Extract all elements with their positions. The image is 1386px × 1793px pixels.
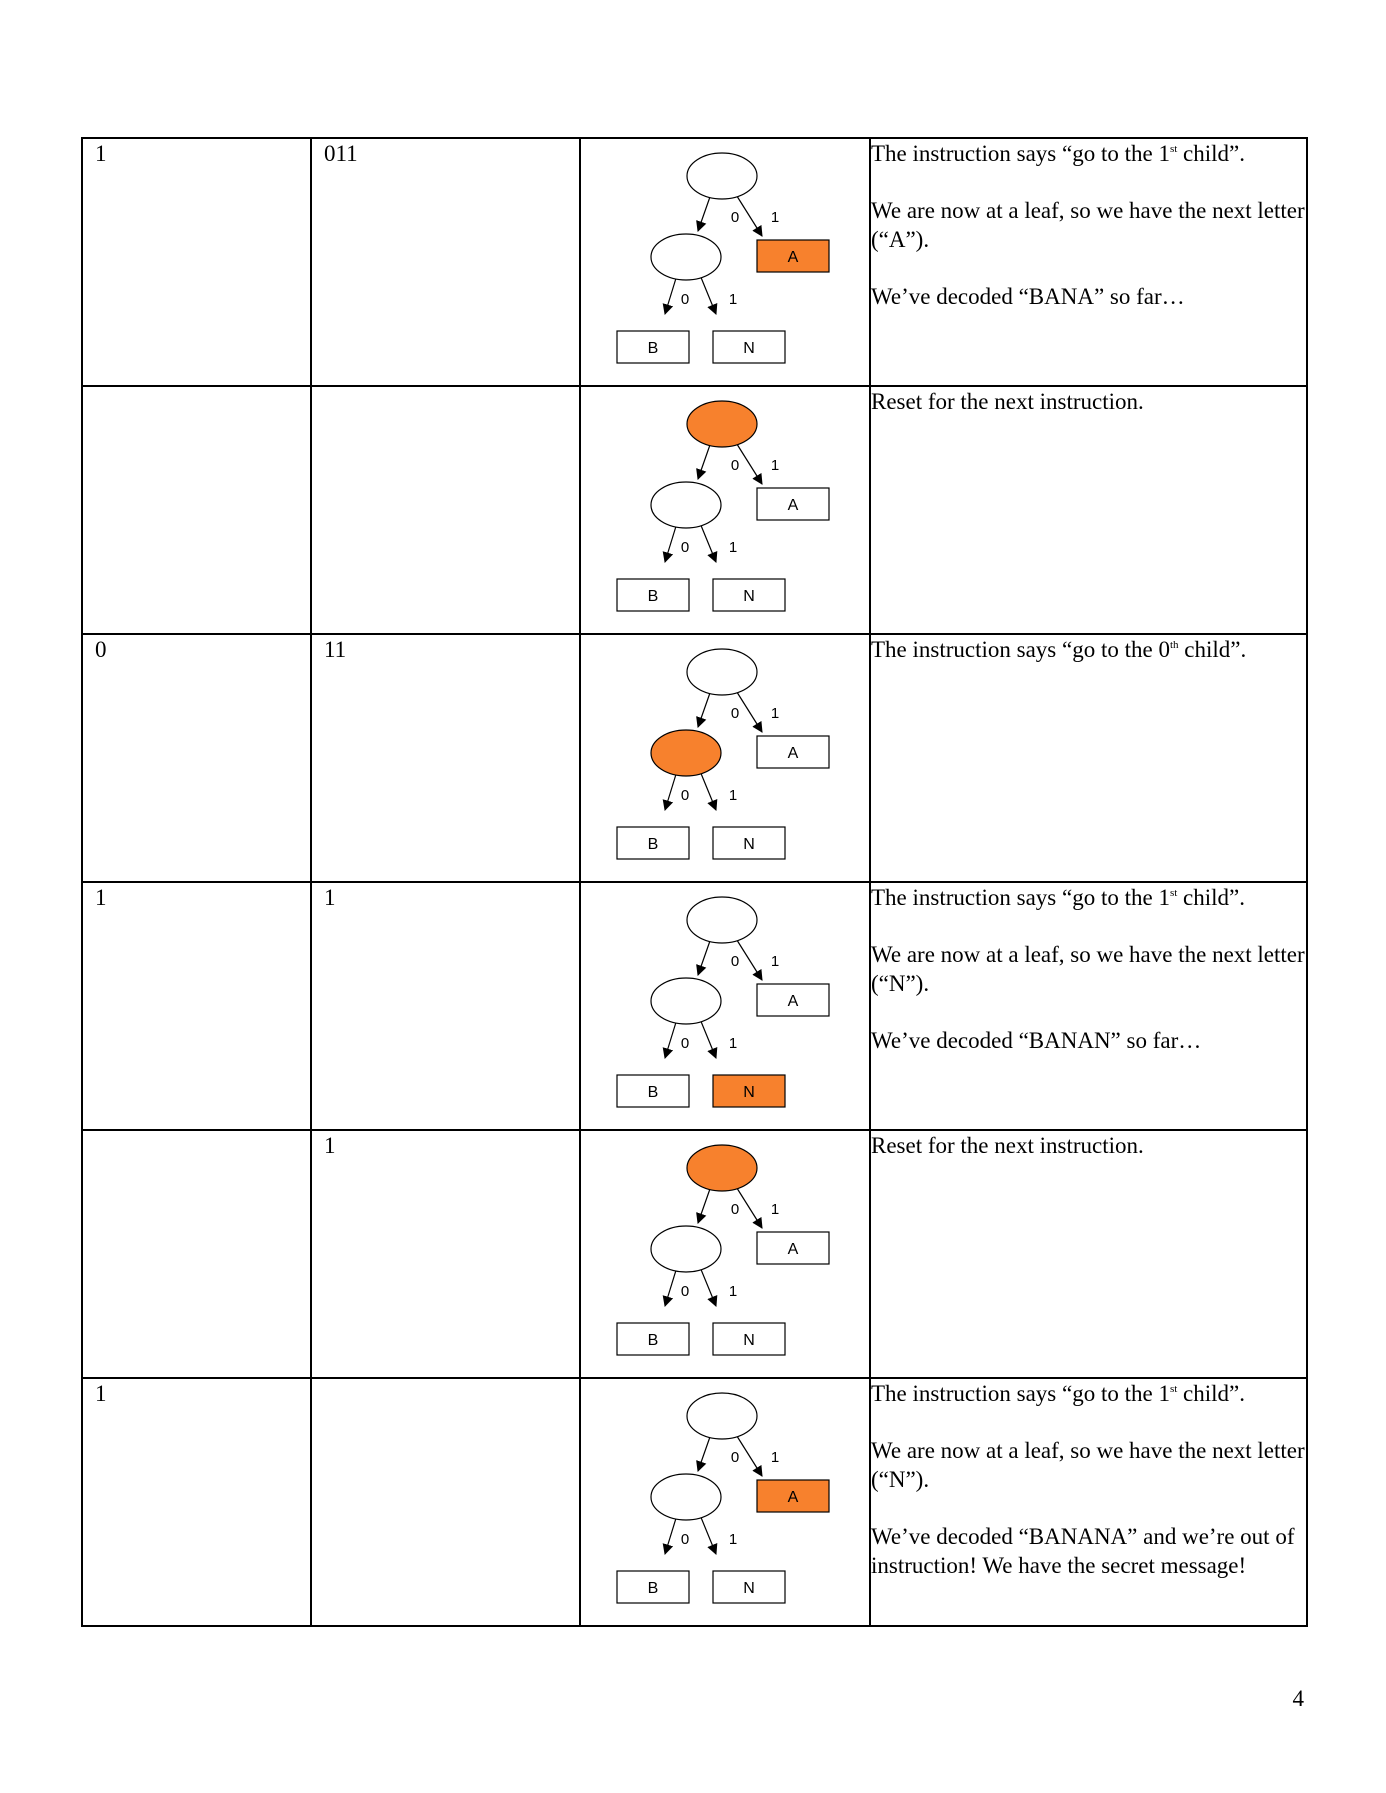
tree-cell — [580, 386, 870, 634]
current-bit: 1 — [95, 141, 107, 166]
ordinal-suffix: st — [1169, 143, 1178, 155]
edge-inner-n — [700, 1515, 716, 1554]
table-body — [82, 138, 1307, 1626]
edge-label-one: 1 — [728, 1531, 738, 1548]
explanation-paragraph — [871, 635, 1306, 664]
edge-label-zero: 0 — [730, 705, 740, 722]
bit-cell — [82, 634, 311, 882]
edge-inner-b — [665, 1267, 677, 1306]
inner-node — [651, 234, 721, 280]
remaining-bits: 11 — [324, 637, 347, 662]
explanation-cell — [870, 882, 1307, 1130]
remaining-cell — [311, 882, 580, 1130]
leaf-n-label: N — [743, 340, 755, 357]
explanation-paragraph — [871, 1522, 1306, 1580]
current-bit — [83, 1131, 310, 1134]
explanation-cell — [870, 634, 1307, 882]
remaining-bits — [312, 387, 579, 390]
explanation-paragraph — [871, 1026, 1306, 1055]
leaf-n-label: N — [743, 1580, 755, 1597]
leaf-a-label: A — [787, 497, 799, 514]
table-row — [82, 138, 1307, 386]
edge-inner-b — [665, 771, 677, 810]
explanation-paragraph — [871, 282, 1306, 311]
edge-label-zero: 0 — [730, 457, 740, 474]
huffman-tree-diagram — [581, 1379, 869, 1625]
leaf-a-label: A — [787, 1241, 799, 1258]
tree-cell — [580, 1130, 870, 1378]
page-number: 4 — [1292, 1686, 1304, 1711]
edge-inner-n — [700, 1267, 716, 1306]
huffman-tree-diagram — [581, 1131, 869, 1377]
explanation-text: The instruction says “go to the 0 — [871, 637, 1170, 662]
leaf-a-label: A — [787, 1489, 799, 1506]
edge-root-inner — [698, 1186, 711, 1223]
explanation-text: child”. — [1178, 637, 1247, 662]
table-row — [82, 1130, 1307, 1378]
explanation-text: The instruction says “go to the 1 — [871, 885, 1170, 910]
edge-inner-b — [665, 275, 677, 314]
edge-inner-n — [700, 771, 716, 810]
explanation-cell — [870, 1130, 1307, 1378]
explanation-paragraph — [871, 1379, 1306, 1408]
leaf-n-label: N — [743, 588, 755, 605]
ordinal-suffix: st — [1169, 1383, 1178, 1395]
edge-label-zero: 0 — [730, 209, 740, 226]
remaining-bits: 011 — [324, 141, 358, 166]
remaining-bits: 1 — [324, 1133, 336, 1158]
bit-cell — [82, 138, 311, 386]
root-node — [687, 401, 757, 447]
inner-node — [651, 978, 721, 1024]
tree-cell — [580, 882, 870, 1130]
edge-inner-b — [665, 1515, 677, 1554]
explanation-cell — [870, 386, 1307, 634]
leaf-a-label: A — [787, 249, 799, 266]
tree-cell — [580, 1378, 870, 1626]
remaining-cell — [311, 1378, 580, 1626]
table-row — [82, 1378, 1307, 1626]
inner-node — [651, 1226, 721, 1272]
edge-label-zero: 0 — [680, 291, 690, 308]
edge-inner-b — [665, 1019, 677, 1058]
explanation-text: child”. — [1177, 1381, 1245, 1406]
edge-label-zero: 0 — [730, 953, 740, 970]
root-node — [687, 1393, 757, 1439]
bit-cell — [82, 1378, 311, 1626]
huffman-tree-diagram — [581, 139, 869, 385]
table-row — [82, 882, 1307, 1130]
tree-cell — [580, 634, 870, 882]
remaining-bits — [312, 1379, 579, 1382]
current-bit: 1 — [95, 885, 107, 910]
edge-label-zero: 0 — [730, 1449, 740, 1466]
explanation-paragraph — [871, 883, 1306, 912]
current-bit: 0 — [95, 637, 107, 662]
explanation-text: We are now at a leaf, so we have the next letter (“N”). — [871, 1438, 1305, 1492]
explanation-text: The instruction says “go to the 1 — [871, 1381, 1170, 1406]
edge-label-one: 1 — [770, 1201, 780, 1218]
explanation-paragraph — [871, 139, 1306, 168]
edge-label-one: 1 — [770, 209, 780, 226]
huffman-tree-diagram — [581, 387, 869, 633]
edge-label-zero: 0 — [730, 1201, 740, 1218]
remaining-cell — [311, 634, 580, 882]
explanation-text: The instruction says “go to the 1 — [871, 141, 1170, 166]
edge-inner-n — [700, 275, 716, 314]
explanation-text: We’ve decoded “BANAN” so far… — [871, 1028, 1202, 1053]
explanation-paragraph — [871, 196, 1306, 254]
explanation-paragraph — [871, 1131, 1306, 1160]
ordinal-suffix: st — [1169, 887, 1178, 899]
huffman-tree-diagram — [581, 883, 869, 1129]
explanation-text: We’ve decoded “BANA” so far… — [871, 284, 1185, 309]
explanation-paragraph — [871, 940, 1306, 998]
edge-label-one: 1 — [770, 705, 780, 722]
edge-label-zero: 0 — [680, 1283, 690, 1300]
edge-label-one: 1 — [728, 1035, 738, 1052]
decoding-steps-table — [81, 137, 1308, 1627]
explanation-cell — [870, 138, 1307, 386]
edge-root-inner — [698, 194, 711, 231]
edge-root-inner — [698, 442, 711, 479]
edge-inner-b — [665, 523, 677, 562]
edge-label-one: 1 — [728, 787, 738, 804]
explanation-text: We are now at a leaf, so we have the next letter (“A”). — [871, 198, 1305, 252]
edge-root-inner — [698, 938, 711, 975]
edge-label-one: 1 — [728, 1283, 738, 1300]
root-node — [687, 1145, 757, 1191]
leaf-b-label: B — [647, 340, 659, 357]
table-row — [82, 634, 1307, 882]
remaining-cell — [311, 1130, 580, 1378]
root-node — [687, 153, 757, 199]
tree-cell — [580, 138, 870, 386]
remaining-cell — [311, 138, 580, 386]
edge-root-inner — [698, 1434, 711, 1471]
explanation-text: We’ve decoded “BANANA” and we’re out of instruction! We have the secret message! — [871, 1524, 1295, 1578]
leaf-b-label: B — [647, 1580, 659, 1597]
edge-label-zero: 0 — [680, 539, 690, 556]
edge-inner-n — [700, 1019, 716, 1058]
remaining-cell — [311, 386, 580, 634]
edge-label-one: 1 — [770, 953, 780, 970]
leaf-b-label: B — [647, 1084, 659, 1101]
leaf-a-label: A — [787, 745, 799, 762]
explanation-text: child”. — [1177, 885, 1245, 910]
bit-cell — [82, 386, 311, 634]
bit-cell — [82, 1130, 311, 1378]
explanation-paragraph — [871, 1436, 1306, 1494]
explanation-text: Reset for the next instruction. — [871, 1133, 1144, 1158]
edge-root-inner — [698, 690, 711, 727]
explanation-paragraph — [871, 387, 1306, 416]
edge-label-zero: 0 — [680, 1035, 690, 1052]
edge-label-one: 1 — [770, 1449, 780, 1466]
edge-label-one: 1 — [728, 291, 738, 308]
leaf-b-label: B — [647, 836, 659, 853]
explanation-text: Reset for the next instruction. — [871, 389, 1144, 414]
ordinal-suffix: th — [1169, 639, 1179, 651]
root-node — [687, 897, 757, 943]
inner-node — [651, 730, 721, 776]
leaf-n-label: N — [743, 1084, 755, 1101]
bit-cell — [82, 882, 311, 1130]
current-bit: 1 — [95, 1381, 107, 1406]
explanation-text: child”. — [1177, 141, 1245, 166]
leaf-b-label: B — [647, 588, 659, 605]
current-bit — [83, 387, 310, 390]
leaf-n-label: N — [743, 1332, 755, 1349]
inner-node — [651, 1474, 721, 1520]
root-node — [687, 649, 757, 695]
huffman-tree-diagram — [581, 635, 869, 881]
explanation-text: We are now at a leaf, so we have the next letter (“N”). — [871, 942, 1305, 996]
edge-label-one: 1 — [770, 457, 780, 474]
leaf-a-label: A — [787, 993, 799, 1010]
table-row — [82, 386, 1307, 634]
explanation-cell — [870, 1378, 1307, 1626]
leaf-n-label: N — [743, 836, 755, 853]
remaining-bits: 1 — [324, 885, 336, 910]
leaf-b-label: B — [647, 1332, 659, 1349]
edge-inner-n — [700, 523, 716, 562]
edge-label-zero: 0 — [680, 1531, 690, 1548]
inner-node — [651, 482, 721, 528]
edge-label-zero: 0 — [680, 787, 690, 804]
edge-label-one: 1 — [728, 539, 738, 556]
